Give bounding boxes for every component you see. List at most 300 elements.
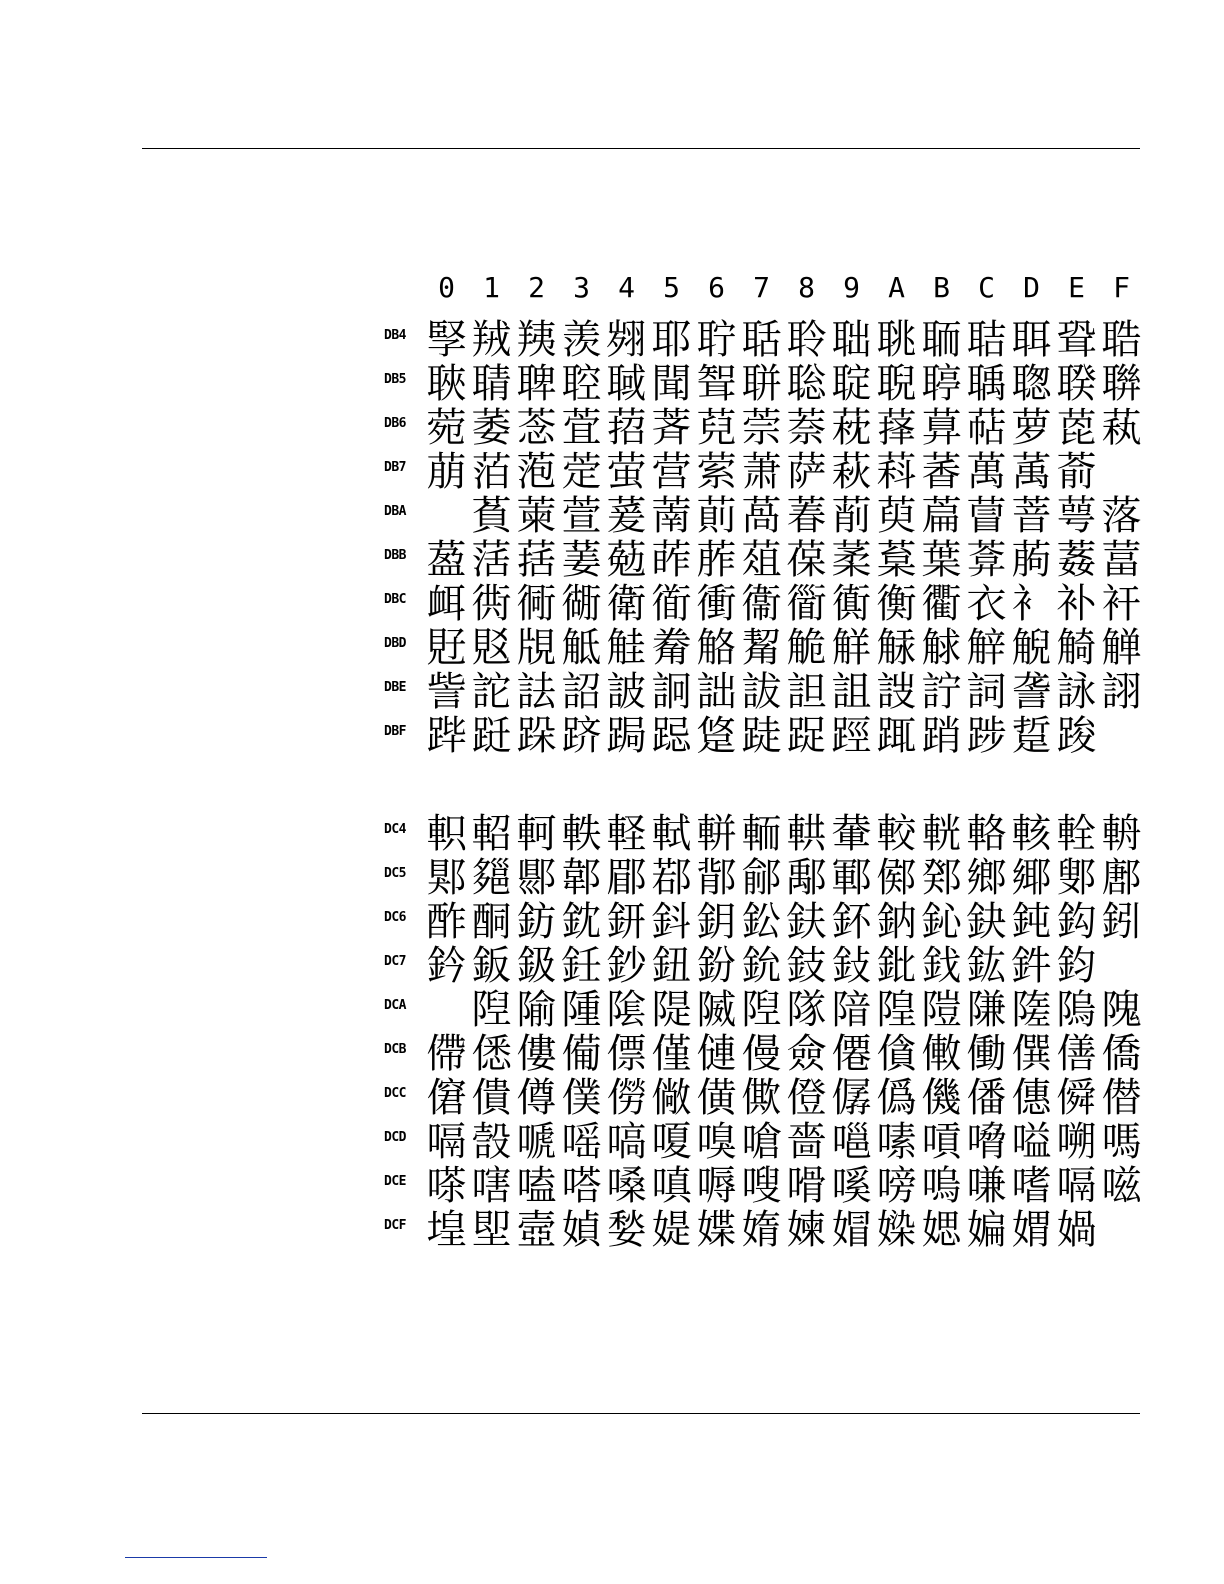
glyph-cell: 葋 <box>1011 537 1052 583</box>
glyph-cell: 聣 <box>876 361 917 407</box>
glyph-cell: 堲 <box>471 1207 512 1253</box>
glyph-cell: 跼 <box>606 713 647 759</box>
glyph-cell: 聢 <box>831 361 872 407</box>
glyph-cell: 葃 <box>651 537 692 583</box>
glyph-cell: 嗛 <box>966 1163 1007 1209</box>
glyph-cell: 較 <box>876 811 917 857</box>
glyph-cell: 聜 <box>561 361 602 407</box>
column-header: 6 <box>708 271 725 304</box>
glyph-cell: 詜 <box>876 669 917 715</box>
glyph-cell: 酮 <box>471 899 512 945</box>
glyph-cell: 萘 <box>786 405 827 451</box>
glyph-cell: 僝 <box>831 1075 872 1121</box>
glyph-cell: 觟 <box>606 625 647 671</box>
glyph-cell: 軾 <box>651 811 692 857</box>
glyph-cell: 萸 <box>876 493 917 539</box>
row-code-label: DC5 <box>384 866 406 881</box>
glyph-cell: 詚 <box>786 669 827 715</box>
row-code-label: DC6 <box>384 910 406 925</box>
glyph-cell: 隒 <box>966 987 1007 1033</box>
glyph-cell: 萮 <box>1056 449 1097 495</box>
glyph-cell: 隃 <box>516 987 557 1033</box>
glyph-cell: 嗄 <box>651 1119 692 1165</box>
glyph-cell: 媞 <box>651 1207 692 1253</box>
glyph-cell: 輈 <box>1101 811 1142 857</box>
glyph-cell: 萝 <box>1011 405 1052 451</box>
glyph-cell: 聓 <box>1056 317 1097 363</box>
glyph-cell: 营 <box>651 449 692 495</box>
glyph-cell: 菀 <box>426 405 467 451</box>
row-code-label: DCE <box>384 1174 406 1189</box>
glyph-cell: 萯 <box>471 493 512 539</box>
glyph-cell: 僀 <box>426 1031 467 1077</box>
glyph-cell: 郼 <box>561 855 602 901</box>
glyph-cell: 萜 <box>966 405 1007 451</box>
glyph-cell: 鈔 <box>606 943 647 989</box>
glyph-cell: 僔 <box>516 1075 557 1121</box>
glyph-cell: 聒 <box>741 317 782 363</box>
glyph-cell: 跿 <box>741 713 782 759</box>
row-code-label: DCF <box>384 1218 406 1233</box>
glyph-cell: 衦 <box>1101 581 1142 627</box>
glyph-cell: 衜 <box>651 581 692 627</box>
glyph-cell: 萵 <box>741 493 782 539</box>
glyph-cell: 萷 <box>831 493 872 539</box>
glyph-cell <box>424 988 469 1032</box>
glyph-cell: 隖 <box>1056 987 1097 1033</box>
glyph-cell: 媜 <box>561 1207 602 1253</box>
glyph-cell: 嗁 <box>516 1119 557 1165</box>
glyph-cell: 聐 <box>966 317 1007 363</box>
glyph-cell: 隇 <box>696 987 737 1033</box>
glyph-cell: 僂 <box>516 1031 557 1077</box>
row-code-label: DB6 <box>384 416 406 431</box>
glyph-cell: 萡 <box>471 449 512 495</box>
glyph-cell: 隉 <box>471 987 512 1033</box>
glyph-cell: 鈄 <box>651 899 692 945</box>
column-header: 9 <box>843 271 860 304</box>
glyph-cell: 嗇 <box>786 1119 827 1165</box>
glyph-cell: 萤 <box>606 449 647 495</box>
glyph-cell: 軻 <box>516 811 557 857</box>
glyph-cell: 踂 <box>876 713 917 759</box>
glyph-cell: 萔 <box>606 405 647 451</box>
glyph-cell: 嗗 <box>786 1163 827 1209</box>
glyph-cell: 耶 <box>651 317 692 363</box>
glyph-cell: 觪 <box>966 625 1007 671</box>
glyph-cell: 隀 <box>561 987 602 1033</box>
glyph-cell: 衝 <box>696 581 737 627</box>
glyph-cell: 跽 <box>651 713 692 759</box>
glyph-cell: 僃 <box>561 1031 602 1077</box>
column-header: C <box>978 271 995 304</box>
glyph-cell: 詑 <box>471 669 512 715</box>
row-code-label: DCC <box>384 1086 406 1101</box>
glyph-cell: 鈐 <box>426 943 467 989</box>
footer-rule <box>142 1413 1140 1414</box>
glyph-cell: 詝 <box>921 669 962 715</box>
glyph-cell: 鈚 <box>876 943 917 989</box>
glyph-cell: 萻 <box>1011 493 1052 539</box>
glyph-cell: 僢 <box>1056 1075 1097 1121</box>
glyph-cell: 葇 <box>831 537 872 583</box>
glyph-cell: 鈂 <box>561 899 602 945</box>
glyph-cell: 萾 <box>426 537 467 583</box>
glyph-cell: 觬 <box>1011 625 1052 671</box>
glyph-cell: 葂 <box>606 537 647 583</box>
glyph-cell: 踀 <box>786 713 827 759</box>
glyph-cell: 鈇 <box>786 899 827 945</box>
column-header: 2 <box>528 271 545 304</box>
glyph-cell: 鄉 <box>966 855 1007 901</box>
glyph-cell: 葅 <box>741 537 782 583</box>
glyph-cell: 衕 <box>516 581 557 627</box>
glyph-cell: 萹 <box>921 493 962 539</box>
glyph-cell: 鈕 <box>651 943 692 989</box>
glyph-cell: 衢 <box>921 581 962 627</box>
glyph-cell: 跺 <box>516 713 557 759</box>
glyph-cell: 鈙 <box>831 943 872 989</box>
glyph-cell: 萲 <box>606 493 647 539</box>
glyph-cell: 嗉 <box>876 1119 917 1165</box>
glyph-cell: 詛 <box>831 669 872 715</box>
glyph-cell: 鄇 <box>876 855 917 901</box>
glyph-cell: 聑 <box>1011 317 1052 363</box>
glyph-cell: 萖 <box>696 405 737 451</box>
glyph-cell: 僛 <box>741 1075 782 1121</box>
glyph-cell: 萎 <box>471 405 512 451</box>
glyph-cell: 葁 <box>561 537 602 583</box>
glyph-cell: 媡 <box>786 1207 827 1253</box>
glyph-cell: 踅 <box>1011 713 1052 759</box>
glyph-cell: 僒 <box>426 1075 467 1121</box>
glyph-cell: 聤 <box>921 361 962 407</box>
glyph-cell: 鈏 <box>1101 899 1142 945</box>
glyph-cell: 軺 <box>471 811 512 857</box>
glyph-cell: 萩 <box>831 449 872 495</box>
glyph-cell: 僁 <box>471 1031 512 1077</box>
column-header: 4 <box>618 271 635 304</box>
glyph-cell: 鄃 <box>741 855 782 901</box>
glyph-cell: 鈆 <box>741 899 782 945</box>
footer-link-underline[interactable] <box>125 1557 267 1558</box>
glyph-cell: 踁 <box>831 713 872 759</box>
glyph-cell: 觡 <box>696 625 737 671</box>
glyph-cell: 萰 <box>516 493 557 539</box>
glyph-cell: 葊 <box>966 537 1007 583</box>
glyph-cell: 媣 <box>876 1207 917 1253</box>
glyph-cell: 媟 <box>696 1207 737 1253</box>
glyph-cell: 鈒 <box>516 943 557 989</box>
glyph-cell: 嗐 <box>471 1163 512 1209</box>
glyph-cell: 衣 <box>966 581 1007 627</box>
glyph-cell: 隄 <box>651 987 692 1033</box>
glyph-cell: 詗 <box>651 669 692 715</box>
glyph-cell: 僉 <box>786 1031 827 1077</box>
glyph-cell <box>1099 714 1144 758</box>
row-code-label: DBB <box>384 548 406 563</box>
glyph-cell: 輁 <box>786 811 827 857</box>
glyph-cell: 鈓 <box>561 943 602 989</box>
header-rule <box>142 148 1140 149</box>
row-code-label: DCD <box>384 1130 406 1145</box>
glyph-cell: 覐 <box>471 625 512 671</box>
glyph-cell: 輀 <box>741 811 782 857</box>
glyph-cell: 萣 <box>561 449 602 495</box>
glyph-cell: 葍 <box>1101 537 1142 583</box>
glyph-cell: 嗑 <box>516 1163 557 1209</box>
row-code-label: DBF <box>384 724 406 739</box>
glyph-cell: 萨 <box>786 449 827 495</box>
row-code-label: DBD <box>384 636 406 651</box>
glyph-cell: 嗘 <box>831 1163 872 1209</box>
glyph-cell: 鈜 <box>966 943 1007 989</box>
glyph-cell: 鄌 <box>1101 855 1142 901</box>
glyph-cell: 聗 <box>426 361 467 407</box>
glyph-cell: 軼 <box>561 811 602 857</box>
glyph-cell: 落 <box>1101 493 1142 539</box>
glyph-cell: 詓 <box>516 669 557 715</box>
glyph-cell: 衤 <box>1011 581 1052 627</box>
glyph-cell: 聛 <box>516 361 557 407</box>
glyph-cell: 萦 <box>696 449 737 495</box>
glyph-cell: 僋 <box>876 1031 917 1077</box>
row-code-label: DBA <box>384 504 406 519</box>
column-header: 8 <box>798 271 815 304</box>
glyph-cell: 觠 <box>651 625 692 671</box>
glyph-cell: 媥 <box>966 1207 1007 1253</box>
row-code-label: DCA <box>384 998 406 1013</box>
glyph-cell: 鈊 <box>921 899 962 945</box>
glyph-cell: 覎 <box>426 625 467 671</box>
glyph-cell: 踆 <box>1056 713 1097 759</box>
glyph-cell: 萓 <box>561 405 602 451</box>
glyph-cell: 衖 <box>471 581 512 627</box>
glyph-cell: 嗜 <box>1011 1163 1052 1209</box>
glyph-cell: 聨 <box>1101 361 1142 407</box>
glyph-cell: 聏 <box>921 317 962 363</box>
glyph-cell: 僈 <box>741 1031 782 1077</box>
glyph-cell: 聥 <box>966 361 1007 407</box>
glyph-cell: 嗝 <box>426 1119 467 1165</box>
glyph-cell: 葆 <box>786 537 827 583</box>
glyph-cell: 媧 <box>1056 1207 1097 1253</box>
glyph-cell: 僊 <box>831 1031 872 1077</box>
glyph-cell: 軿 <box>696 811 737 857</box>
column-header: 3 <box>573 271 590 304</box>
glyph-cell: 僐 <box>1056 1031 1097 1077</box>
glyph-cell: 鈘 <box>786 943 827 989</box>
glyph-cell: 觝 <box>561 625 602 671</box>
glyph-cell: 鄅 <box>786 855 827 901</box>
glyph-cell: 僌 <box>921 1031 962 1077</box>
glyph-cell: 觯 <box>1101 625 1142 671</box>
glyph-cell: 詟 <box>1011 669 1052 715</box>
glyph-cell: 僡 <box>1011 1075 1052 1121</box>
glyph-cell: 衛 <box>606 581 647 627</box>
glyph-cell: 堭 <box>426 1207 467 1253</box>
glyph-cell: 僓 <box>471 1075 512 1121</box>
glyph-cell: 觩 <box>921 625 962 671</box>
glyph-cell: 僆 <box>696 1031 737 1077</box>
glyph-cell: 訾 <box>426 669 467 715</box>
glyph-cell: 鈛 <box>921 943 962 989</box>
glyph-cell: 僘 <box>651 1075 692 1121</box>
glyph-cell: 聎 <box>876 317 917 363</box>
glyph-cell: 葈 <box>876 537 917 583</box>
glyph-cell: 嗓 <box>606 1163 647 1209</box>
glyph-cell: 郹 <box>426 855 467 901</box>
column-header: A <box>888 271 905 304</box>
glyph-cell: 聙 <box>471 361 512 407</box>
glyph-cell: 鄁 <box>696 855 737 901</box>
glyph-cell: 鄊 <box>1011 855 1052 901</box>
glyph-cell: 跹 <box>471 713 512 759</box>
glyph-cell: 媝 <box>606 1207 647 1253</box>
glyph-cell: 萧 <box>741 449 782 495</box>
glyph-cell: 僅 <box>651 1031 692 1077</box>
glyph-cell: 鈅 <box>696 899 737 945</box>
row-code-label: DBC <box>384 592 406 607</box>
glyph-cell: 嗀 <box>471 1119 512 1165</box>
glyph-cell: 媠 <box>741 1207 782 1253</box>
glyph-cell: 嗒 <box>561 1163 602 1209</box>
column-header: B <box>933 271 950 304</box>
glyph-cell: 隑 <box>921 987 962 1033</box>
glyph-cell: 踄 <box>966 713 1007 759</box>
glyph-cell: 萛 <box>921 405 962 451</box>
glyph-cell: 觤 <box>786 625 827 671</box>
glyph-cell: 翙 <box>606 317 647 363</box>
glyph-cell: 詙 <box>741 669 782 715</box>
glyph-cell: 葄 <box>696 537 737 583</box>
glyph-cell: 萭 <box>1011 449 1052 495</box>
glyph-cell: 軽 <box>606 811 647 857</box>
glyph-cell: 嗋 <box>966 1119 1007 1165</box>
glyph-cell: 鈗 <box>741 943 782 989</box>
glyph-cell: 詖 <box>606 669 647 715</box>
glyph-cell: 嗏 <box>426 1163 467 1209</box>
glyph-cell: 媦 <box>1011 1207 1052 1253</box>
glyph-cell: 羢 <box>471 317 512 363</box>
glyph-cell: 鈝 <box>1011 943 1052 989</box>
glyph-cell: 萬 <box>966 449 1007 495</box>
glyph-cell: 嗔 <box>651 1163 692 1209</box>
glyph-cell: 衠 <box>831 581 872 627</box>
glyph-cell: 聝 <box>606 361 647 407</box>
row-code-label: DB5 <box>384 372 406 387</box>
glyph-cell: 鈖 <box>696 943 737 989</box>
glyph-cell: 聍 <box>696 317 737 363</box>
glyph-cell <box>1099 450 1144 494</box>
column-header: 0 <box>438 271 455 304</box>
glyph-cell: 僞 <box>876 1075 917 1121</box>
glyph-cell: 跾 <box>696 713 737 759</box>
glyph-cell: 萗 <box>741 405 782 451</box>
glyph-cell: 萳 <box>651 493 692 539</box>
glyph-cell: 隌 <box>831 987 872 1033</box>
glyph-cell: 嗊 <box>921 1119 962 1165</box>
glyph-cell: 嗕 <box>696 1163 737 1209</box>
column-header: D <box>1023 271 1040 304</box>
glyph-cell: 鈍 <box>1011 899 1052 945</box>
glyph-cell: 萕 <box>651 405 692 451</box>
column-header: 1 <box>483 271 500 304</box>
glyph-cell: 嗌 <box>1011 1119 1052 1165</box>
glyph-cell: 衞 <box>741 581 782 627</box>
glyph-cell: 萼 <box>1056 493 1097 539</box>
glyph-cell: 衈 <box>426 581 467 627</box>
glyph-cell: 僣 <box>1101 1075 1142 1121</box>
glyph-cell: 萶 <box>786 493 827 539</box>
glyph-cell: 萺 <box>966 493 1007 539</box>
glyph-cell: 覑 <box>516 625 557 671</box>
column-header: 7 <box>753 271 770 304</box>
glyph-cell: 觢 <box>741 625 782 671</box>
glyph-cell: 隊 <box>786 987 827 1033</box>
glyph-cell: 嗚 <box>921 1163 962 1209</box>
glyph-cell: 僜 <box>786 1075 827 1121</box>
glyph-cell: 嗙 <box>876 1163 917 1209</box>
glyph-cell: 輅 <box>966 811 1007 857</box>
glyph-cell: 詔 <box>561 669 602 715</box>
glyph-cell: 聟 <box>696 361 737 407</box>
glyph-cell: 衟 <box>786 581 827 627</box>
glyph-cell: 聧 <box>1056 361 1097 407</box>
glyph-cell: 詞 <box>966 669 1007 715</box>
glyph-cell: 嗖 <box>741 1163 782 1209</box>
glyph-cell: 鈞 <box>1056 943 1097 989</box>
glyph-cell: 嗝 <box>1056 1163 1097 1209</box>
glyph-cell: 嗞 <box>1101 1163 1142 1209</box>
glyph-cell: 僗 <box>606 1075 647 1121</box>
glyph-cell: 觨 <box>876 625 917 671</box>
glyph-cell: 僟 <box>921 1075 962 1121</box>
glyph-cell: 郿 <box>606 855 647 901</box>
glyph-cell: 隍 <box>876 987 917 1033</box>
glyph-cell: 酢 <box>426 899 467 945</box>
glyph-cell: 觧 <box>831 625 872 671</box>
glyph-cell: 衡 <box>876 581 917 627</box>
row-code-label: DC4 <box>384 822 406 837</box>
glyph-cell: 萴 <box>696 493 737 539</box>
glyph-cell: 詘 <box>696 669 737 715</box>
glyph-cell: 壼 <box>516 1207 557 1253</box>
glyph-cell: 鈈 <box>831 899 872 945</box>
glyph-cell: 萞 <box>1056 405 1097 451</box>
glyph-cell: 聠 <box>741 361 782 407</box>
glyph-cell: 嗍 <box>1056 1119 1097 1165</box>
glyph-cell: 鈃 <box>606 899 647 945</box>
glyph-cell: 詡 <box>1101 669 1142 715</box>
glyph-cell <box>1099 1208 1144 1252</box>
glyph-cell: 萙 <box>831 405 872 451</box>
glyph-cell: 萱 <box>561 493 602 539</box>
glyph-cell: 跻 <box>561 713 602 759</box>
glyph-cell: 聆 <box>786 317 827 363</box>
glyph-cell: 葌 <box>1056 537 1097 583</box>
glyph-cell: 嗅 <box>696 1119 737 1165</box>
row-code-label: DC7 <box>384 954 406 969</box>
glyph-cell: 僠 <box>966 1075 1007 1121</box>
glyph-cell: 隂 <box>606 987 647 1033</box>
glyph-cell: 葉 <box>921 537 962 583</box>
glyph-cell: 萚 <box>876 405 917 451</box>
column-header: 5 <box>663 271 680 304</box>
row-code-label: DB4 <box>384 328 406 343</box>
glyph-cell: 輂 <box>831 811 872 857</box>
glyph-cell: 詠 <box>1056 669 1097 715</box>
